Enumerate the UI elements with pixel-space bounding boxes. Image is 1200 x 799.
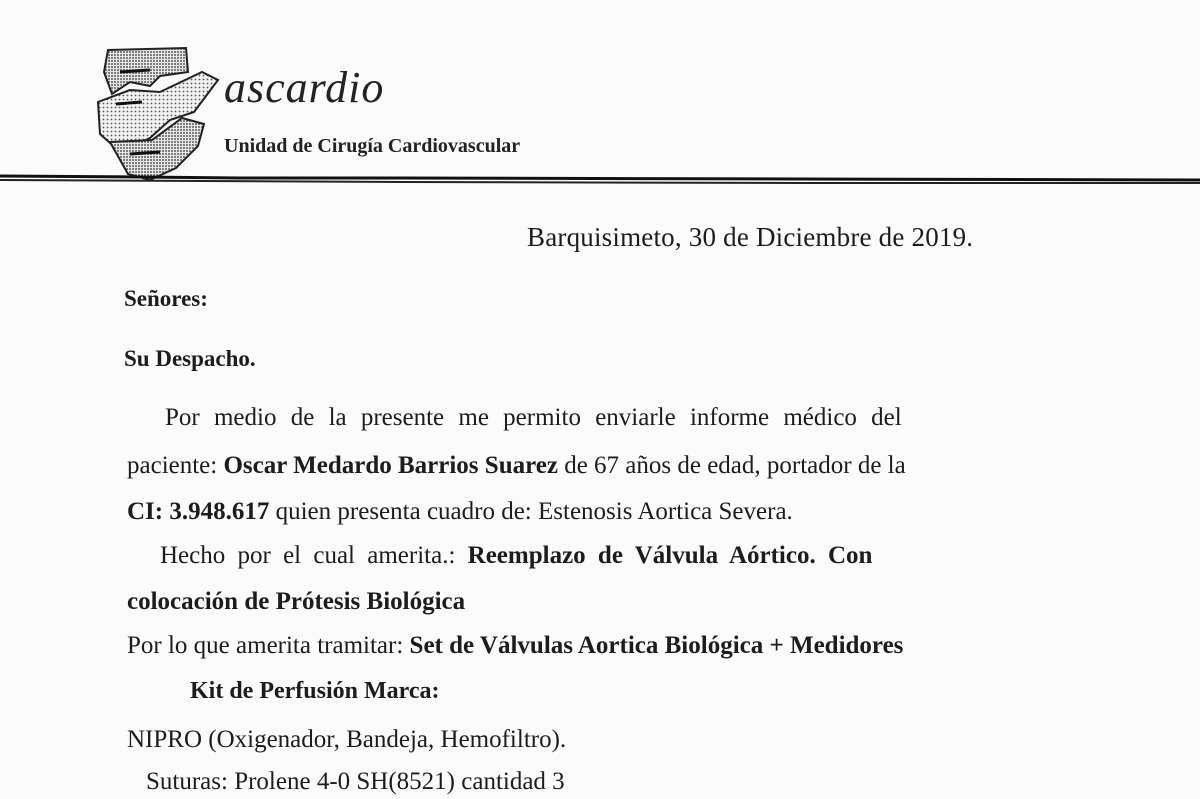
patient-prefix: paciente: (127, 452, 224, 479)
request-prefix: Por lo que amerita tramitar: (127, 632, 410, 659)
patient-ci: CI: 3.948.617 (127, 498, 270, 525)
patient-name: Oscar Medardo Barrios Suarez (223, 452, 558, 479)
patient-line (127, 452, 906, 480)
procedure: Reemplazo de Válvula Aórtico. Con (467, 542, 873, 569)
suturas-label: Suturas: (146, 768, 228, 795)
procedure-line (160, 542, 872, 570)
request-item: Set de Válvulas Aortica Biológica + Medidores (409, 632, 904, 659)
kit-heading: Kit de Perfusión Marca: (190, 678, 440, 704)
suturas-value: Prolene 4-0 SH(8521) cantidad 3 (227, 768, 565, 795)
nipro-line: NIPRO (Oxigenador, Bandeja, Hemofiltro). (127, 726, 567, 753)
ascardio-logo (90, 42, 222, 182)
diagnosis: Estenosis Aortica Severa. (538, 498, 793, 525)
condition-prefix: quien presenta cuadro de: (269, 498, 538, 525)
salutation: Señores: (124, 286, 208, 311)
request-line (127, 632, 903, 660)
condition-line (127, 498, 793, 526)
patient-age: de 67 años de edad, portador de la (557, 452, 906, 479)
brand-name: ascardio (224, 63, 385, 112)
recipient: Su Despacho. (124, 346, 256, 371)
date-line: Barquisimeto, 30 de Diciembre de 2019. (527, 222, 974, 252)
procedure-continuation (127, 588, 465, 616)
suturas-line (146, 768, 565, 796)
procedure-cont: colocación de Prótesis Biológica (127, 588, 466, 615)
header-divider (0, 173, 1200, 187)
paragraph-intro: Por medio de la presente me permito enviarle informe médico del (165, 404, 902, 431)
brand-subtitle: Unidad de Cirugía Cardiovascular (224, 135, 521, 157)
procedure-prefix: Hecho por el cual amerita.: (160, 542, 468, 569)
